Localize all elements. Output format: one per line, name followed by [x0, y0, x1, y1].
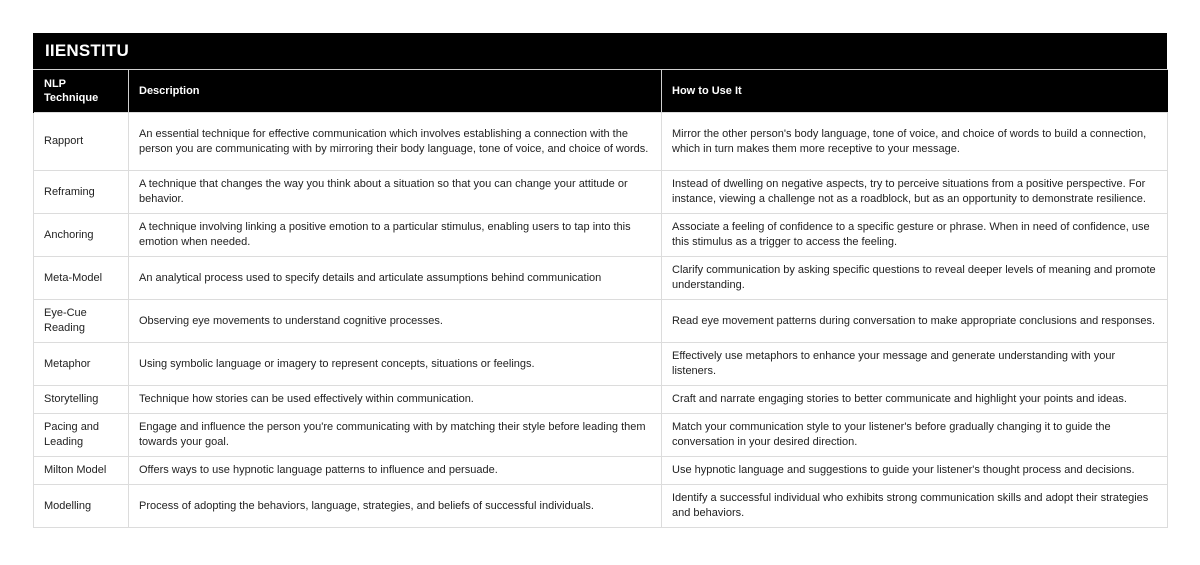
- brand-title: IIENSTITU: [45, 41, 129, 60]
- table-row: [34, 386, 1168, 414]
- description-cell: Using symbolic language or imagery to represent concepts, situations or feelings.: [129, 343, 662, 386]
- technique-cell: Eye-Cue Reading: [34, 300, 129, 343]
- technique-cell: Milton Model: [34, 457, 129, 485]
- how-to-use-cell: Use hypnotic language and suggestions to guide your listener's thought process and decisions.: [662, 457, 1168, 485]
- column-header-how-to-use: How to Use It: [662, 70, 1168, 113]
- table-header-row: [34, 70, 1168, 113]
- nlp-techniques-card: [33, 33, 1167, 528]
- table-row: [34, 343, 1168, 386]
- column-header-technique: NLP Technique: [34, 70, 129, 113]
- table-row: [34, 414, 1168, 457]
- technique-cell: Modelling: [34, 485, 129, 528]
- description-cell: Offers ways to use hypnotic language patterns to influence and persuade.: [129, 457, 662, 485]
- technique-cell: Storytelling: [34, 386, 129, 414]
- how-to-use-cell: Read eye movement patterns during conversation to make appropriate conclusions and responses.: [662, 300, 1168, 343]
- how-to-use-cell: Identify a successful individual who exhibits strong communication skills and adopt their strategies and behaviors.: [662, 485, 1168, 528]
- how-to-use-cell: Craft and narrate engaging stories to better communicate and highlight your points and ideas.: [662, 386, 1168, 414]
- description-cell: Engage and influence the person you're communicating with by matching their style before leading them towards your goal.: [129, 414, 662, 457]
- nlp-techniques-table: [33, 69, 1168, 528]
- table-row: [34, 214, 1168, 257]
- column-header-description: Description: [129, 70, 662, 113]
- table-row: [34, 171, 1168, 214]
- description-cell: Process of adopting the behaviors, language, strategies, and beliefs of successful individuals.: [129, 485, 662, 528]
- description-cell: An essential technique for effective communication which involves establishing a connection with the person you are communicating with by mirroring their body language, tone of voice, and choice of words.: [129, 113, 662, 171]
- table-row: [34, 457, 1168, 485]
- how-to-use-cell: Match your communication style to your listener's before gradually changing it to guide the conversation in your desired direction.: [662, 414, 1168, 457]
- table-row: [34, 113, 1168, 171]
- how-to-use-cell: Clarify communication by asking specific questions to reveal deeper levels of meaning and promote understanding.: [662, 257, 1168, 300]
- table-row: [34, 300, 1168, 343]
- how-to-use-cell: Mirror the other person's body language, tone of voice, and choice of words to build a connection, which in turn makes them more receptive to your message.: [662, 113, 1168, 171]
- technique-cell: Reframing: [34, 171, 129, 214]
- how-to-use-cell: Effectively use metaphors to enhance your message and generate understanding with your listeners.: [662, 343, 1168, 386]
- how-to-use-cell: Instead of dwelling on negative aspects, try to perceive situations from a positive perspective. For instance, viewing a challenge not as a roadblock, but as an opportunity to demonstrate resilience.: [662, 171, 1168, 214]
- technique-cell: Rapport: [34, 113, 129, 171]
- table-row: [34, 485, 1168, 528]
- description-cell: Observing eye movements to understand cognitive processes.: [129, 300, 662, 343]
- table-row: [34, 257, 1168, 300]
- description-cell: An analytical process used to specify details and articulate assumptions behind communication: [129, 257, 662, 300]
- how-to-use-cell: Associate a feeling of confidence to a specific gesture or phrase. When in need of confidence, use this stimulus as a trigger to access the feeling.: [662, 214, 1168, 257]
- brand-header: [33, 33, 1167, 69]
- technique-cell: Anchoring: [34, 214, 129, 257]
- description-cell: A technique involving linking a positive emotion to a particular stimulus, enabling users to tap into this emotion when needed.: [129, 214, 662, 257]
- technique-cell: Pacing and Leading: [34, 414, 129, 457]
- technique-cell: Meta-Model: [34, 257, 129, 300]
- technique-cell: Metaphor: [34, 343, 129, 386]
- description-cell: A technique that changes the way you think about a situation so that you can change your attitude or behavior.: [129, 171, 662, 214]
- description-cell: Technique how stories can be used effectively within communication.: [129, 386, 662, 414]
